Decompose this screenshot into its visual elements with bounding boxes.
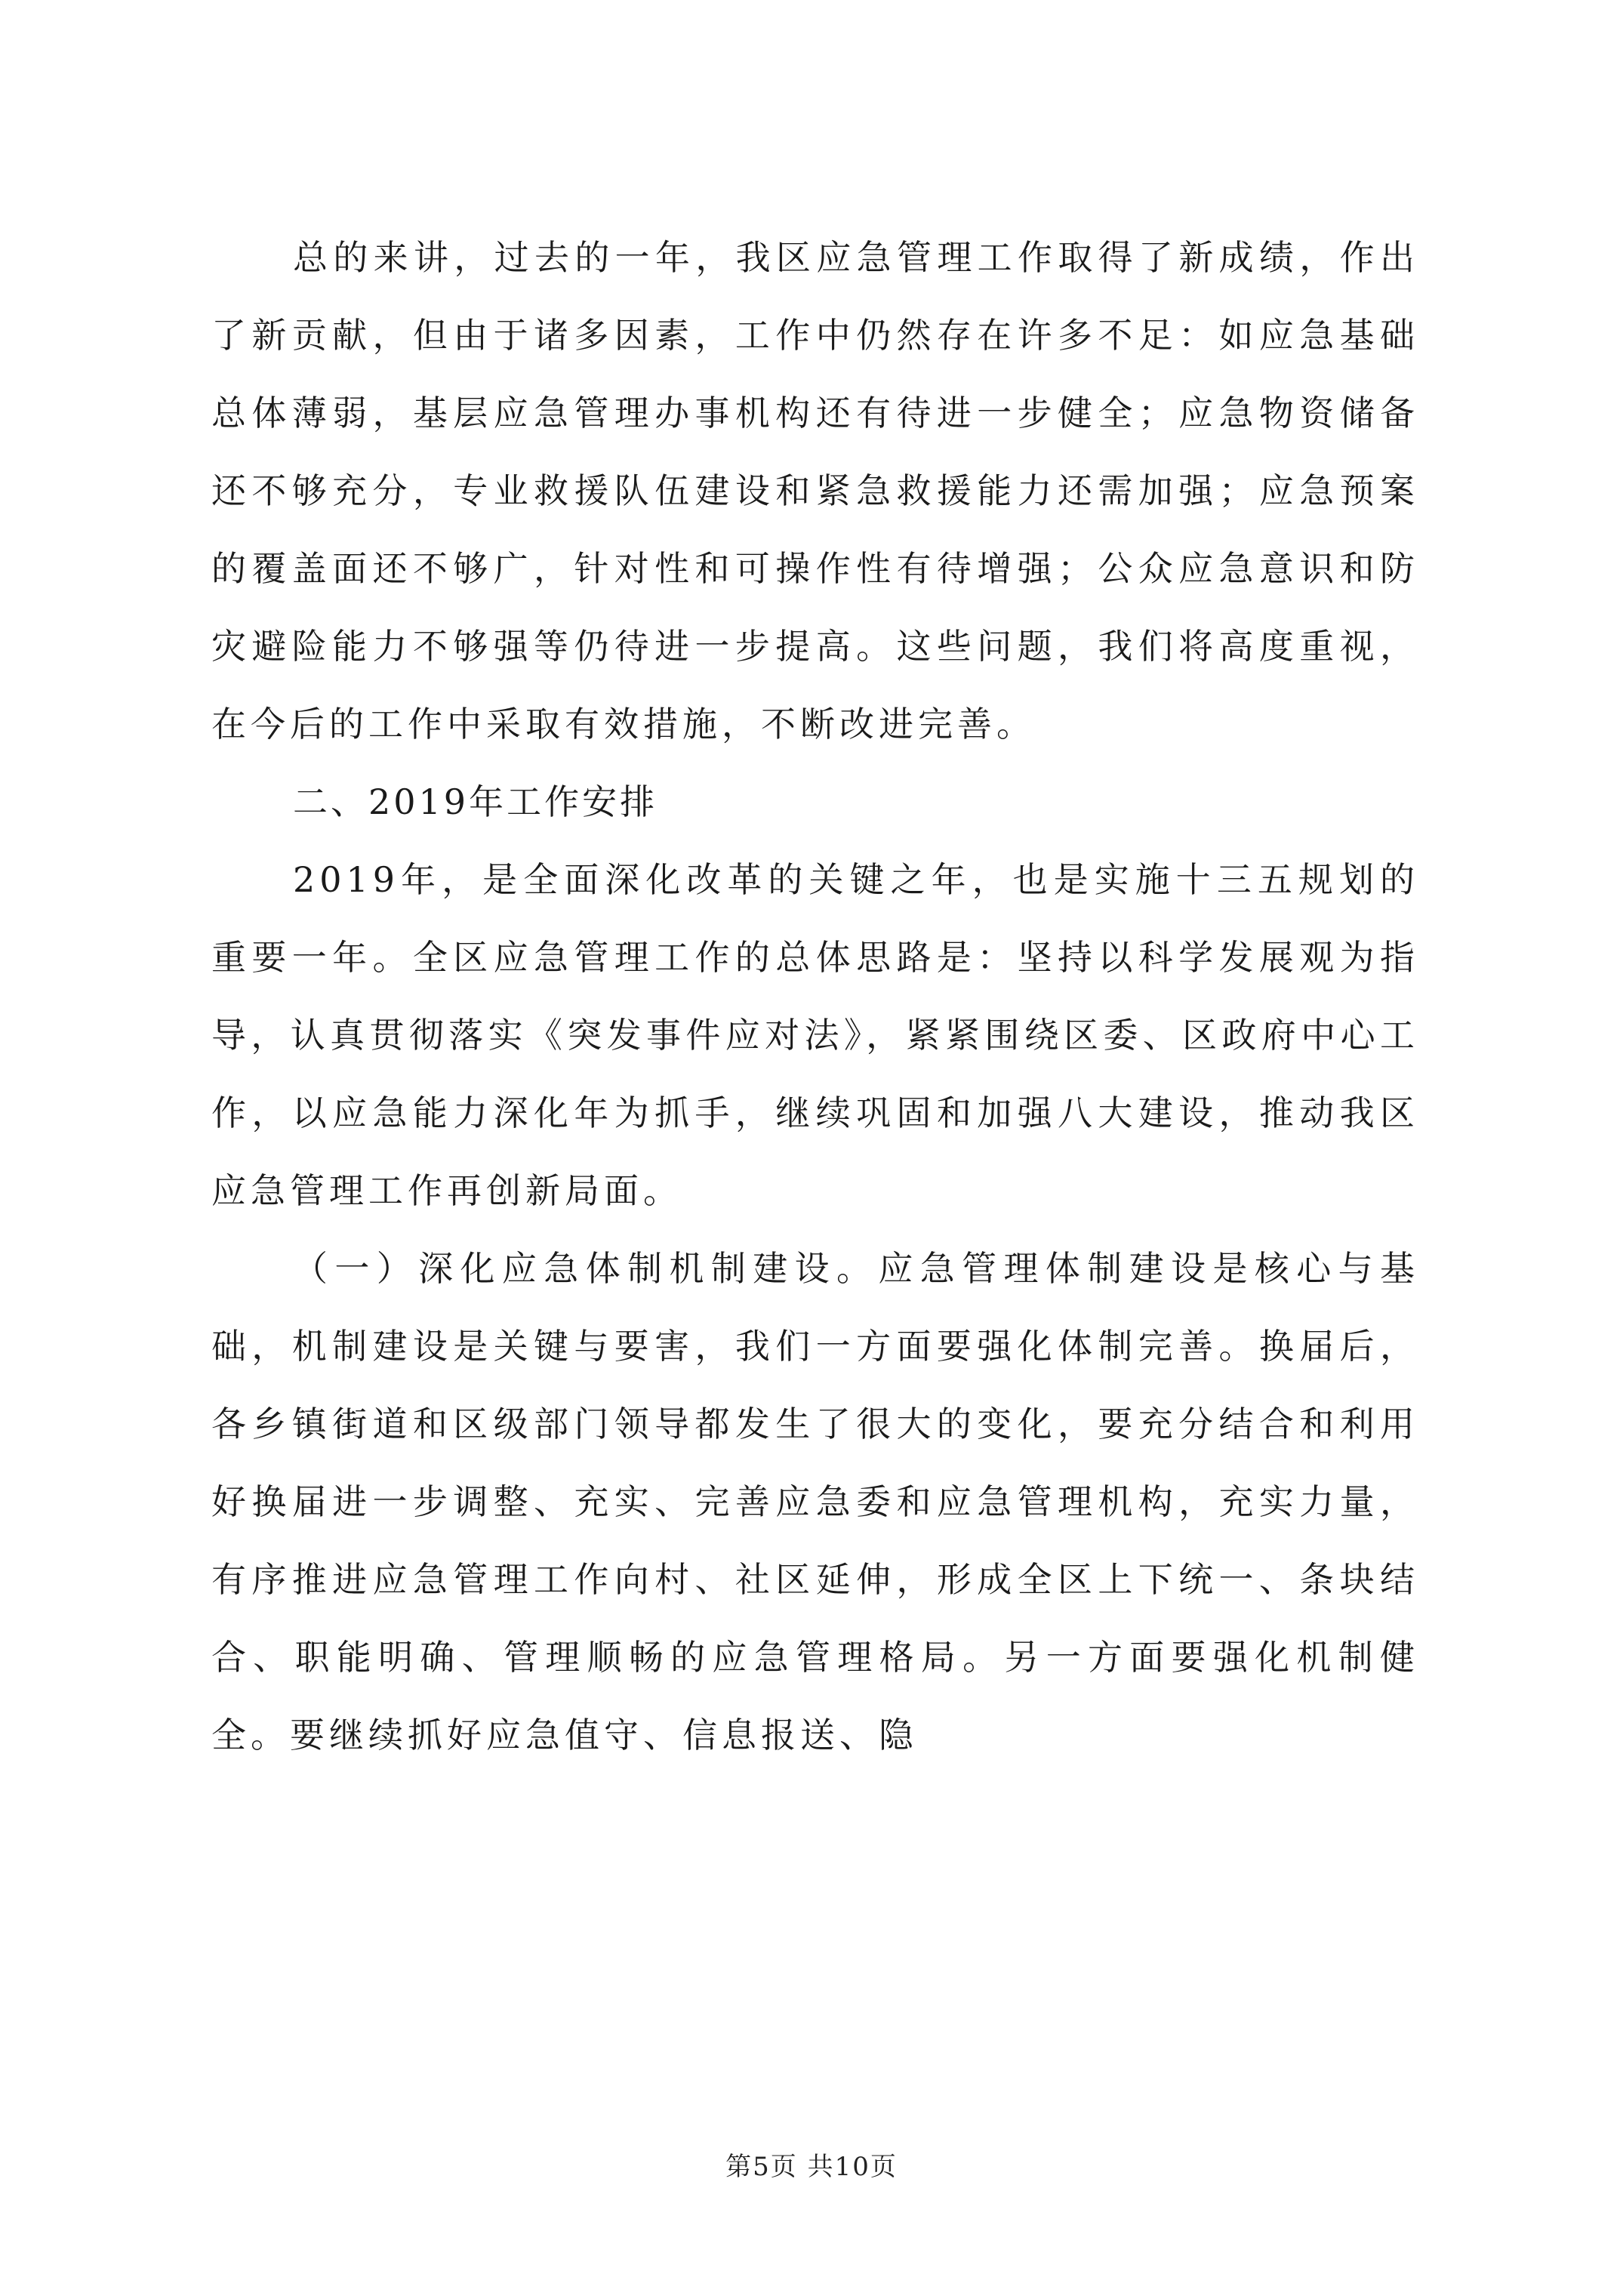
paragraph-summary: 总的来讲，过去的一年，我区应急管理工作取得了新成绩，作出了新贡献，但由于诸多因素，工作中仍然存在许多不足：如应急基础总体薄弱，基层应急管理办事机构还有待进一步健全；应急物资储备还不够充分，专业救援队伍建设和紧急救援能力还需加强；应急预案的覆盖面还不够广，针对性和可操作性有待增强；公众应急意识和防灾避险能力不够强等仍待进一步提高。这些问题，我们将高度重视，在今后的工作中采取有效措施，不断改进完善。 — [211, 237, 1419, 744]
section-heading-2019-plan: 二、2019年工作安排 — [293, 781, 658, 822]
paragraph-system-mechanism: （一）深化应急体制机制建设。应急管理体制建设是核心与基础，机制建设是关键与要害，我们一方面要强化体制完善。换届后，各乡镇街道和区级部门领导都发生了很大的变化，要充分结合和利用好换届进一步调整、充实、完善应急委和应急管理机构，充实力量，有序推进应急管理工作向村、社区延伸，形成全区上下统一、条块结合、职能明确、管理顺畅的应急管理格局。另一方面要强化机制健全。要继续抓好应急值守、信息报送、隐 — [211, 1248, 1419, 1755]
document-body — [211, 219, 1419, 1774]
paragraph-2019-overview: 2019年，是全面深化改革的关键之年，也是实施十三五规划的重要一年。全区应急管理工作的总体思路是：坚持以科学发展观为指导，认真贯彻落实《突发事件应对法》，紧紧围绕区委、区政府中心工作，以应急能力深化年为抓手，继续巩固和加强八大建设，推动我区应急管理工作再创新局面。 — [211, 859, 1419, 1211]
page-footer: 第5页 共10页 — [725, 2152, 898, 2182]
